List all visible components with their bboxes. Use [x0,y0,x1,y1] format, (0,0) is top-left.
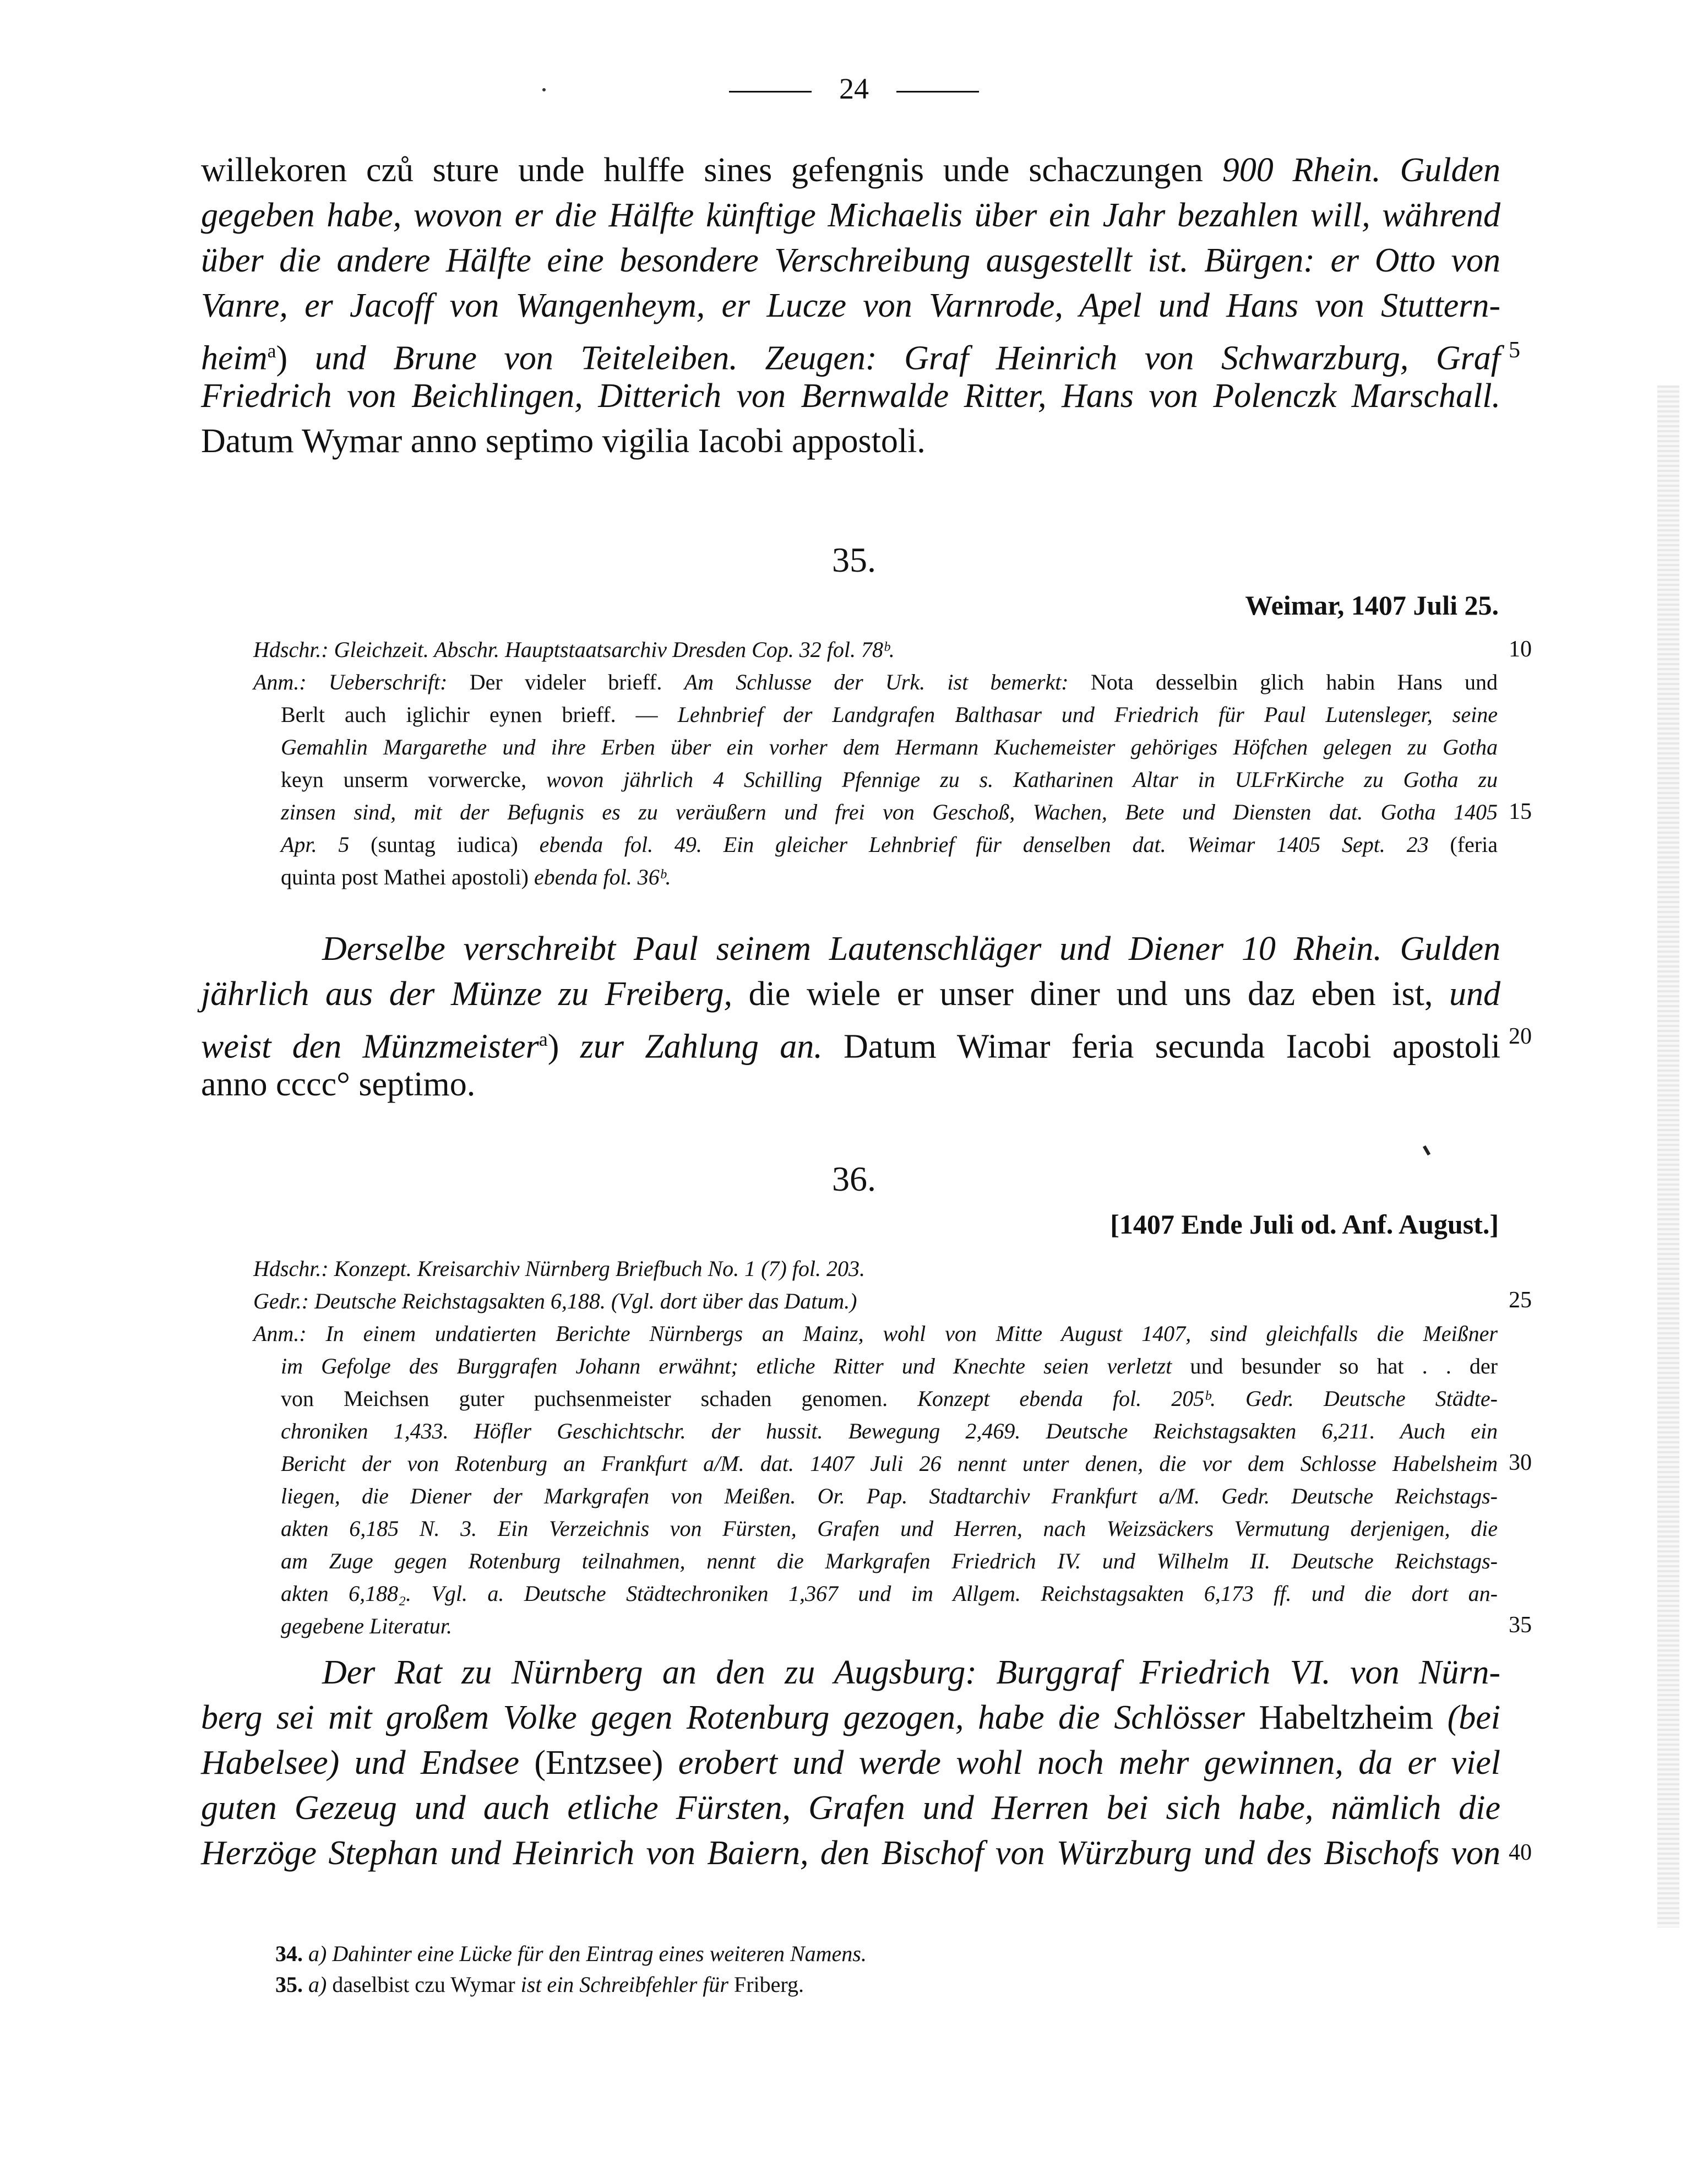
entry-36-number: 36. [832,1159,876,1198]
note-line: liegen, die Diener der Markgrafen von Meißen. Or. Pap. Stadtarchiv Frankfurt a/M. Gedr. Deutsche Reichstags- [281,1484,1498,1508]
page-number: 24 [839,72,869,105]
line-number: 40 [1509,1840,1532,1865]
note-line: am Zuge gegen Rotenburg teilnahmen, nennt die Markgrafen Friedrich IV. und Wilhelm II. Deutsche Reichstags- [281,1549,1498,1573]
note-line: chroniken 1,433. Höfler Geschichtschr. der hussit. Bewegung 2,469. Deutsche Reichstagsakten 6,211. Auch ein [281,1419,1498,1443]
note-line: von Meichsen guter puchsenmeister schaden genomen. Konzept ebenda fol. 205ᵇ. Gedr. Deutsche Städte- [281,1386,1498,1411]
line-number: 10 [1509,637,1532,662]
text-line: Derselbe verschreibt Paul seinem Lautenschläger und Diener 10 Rhein. Gulden [322,930,1500,968]
footnote-35: 35. a) daselbist czu Wymar ist ein Schreibfehler für Friberg. [275,1972,804,1997]
text-line: anno cccc° septimo. [201,1066,476,1103]
note-line: Gemahlin Margarethe und ihre Erben über ein vorher dem Hermann Kuchemeister gehöriges Höfchen gelegen zu Gotha [281,735,1498,759]
text-italic: 900 Rhein. Gulden [1222,151,1500,189]
text-line [201,148,1500,193]
footnotes [275,1938,1487,2000]
note-line: akten 6,188₂. Vgl. a. Deutsche Städtechroniken 1,367 und im Allgem. Reichstagsakten 6,173 ff. und die dort an- [281,1581,1498,1606]
note-line: Berlt auch iglichir eynen brieff. — Lehnbrief der Landgrafen Balthasar und Friedrich für Paul Lutensleger, seine [281,702,1498,727]
text-line: Der Rat zu Nürnberg an den zu Augsburg: Burggraf Friedrich VI. von Nürn- [322,1654,1500,1691]
note-line: keyn unserm vorwercke, wovon jährlich 4 Schilling Pfennige zu s. Katharinen Altar in ULFrKirche zu Gotha zu [281,767,1498,792]
entry-36-dateline: [1407 Ende Juli od. Anf. August.] [1110,1209,1499,1240]
entry-35-text [201,926,1500,1107]
line-number: 20 [1509,1024,1532,1049]
text-line: Habelsee) und Endsee (Entzsee) erobert und werde wohl noch mehr gewinnen, da er viel [201,1744,1500,1782]
footnote-34: 34. a) Dahinter eine Lücke für den Eintrag eines weiteren Namens. [275,1941,867,1966]
text-line: berg sei mit großem Volke gegen Rotenburg gezogen, habe die Schlösser Habeltzheim (bei [201,1699,1500,1736]
entry-35-notes [253,633,1498,893]
note-line: Hdschr.: Konzept. Kreisarchiv Nürnberg Briefbuch No. 1 (7) fol. 203. [253,1256,866,1281]
text-line: Vanre, er Jacoff von Wangenheym, er Lucze von Varnrode, Apel und Hans von Stuttern- [201,287,1500,324]
note-line: im Gefolge des Burggrafen Johann erwähnt; etliche Ritter und Knechte seien verletzt und besunder so hat . . der [281,1354,1498,1378]
line-number: 15 [1509,799,1532,824]
entry-34-text [201,148,1500,464]
note-line: Bericht der von Rotenburg an Frankfurt a/M. dat. 1407 Juli 26 nennt unter denen, die vor dem Schlosse Habelsheim [281,1451,1498,1476]
entry-36-text [201,1650,1500,1876]
entry-36-notes [253,1252,1498,1642]
text-line: heim$^a$) und Brune von Teiteleiben. Zeugen: Graf Heinrich von Schwarzburg, Graf [201,339,1500,377]
entry-35-dateline: Weimar, 1407 Juli 25. [1245,590,1499,621]
note-line: quinta post Mathei apostoli) ebenda fol. 36ᵇ. [281,865,671,889]
text-line: über die andere Hälfte eine besondere Verschreibung ausgestellt ist. Bürgen: er Otto von [201,242,1500,279]
text-line: jährlich aus der Münze zu Freiberg, die wiele er unser diner und uns daz eben ist, und [201,975,1500,1013]
scan-mark [1423,1145,1430,1156]
text-line: Datum Wymar anno septimo vigilia Iacobi appostoli. [201,422,926,460]
text-line: gegeben habe, wovon er die Hälfte künftige Michaelis über ein Jahr bezahlen will, während [201,197,1500,234]
text-line: guten Gezeug und auch etliche Fürsten, Grafen und Herren bei sich habe, nämlich die [201,1789,1500,1827]
text-line: Herzöge Stephan und Heinrich von Baiern, den Bischof von Würzburg und des Bischofs von [201,1834,1500,1872]
note-line: Hdschr.: Gleichzeit. Abschr. Hauptstaatsarchiv Dresden Cop. 32 fol. 78ᵇ. [253,637,895,662]
text-line: Friedrich von Beichlingen, Ditterich von Bernwalde Ritter, Hans von Polenczk Marschall. [201,377,1500,415]
note-line: Anm.: Ueberschrift: Der videler brieff. Am Schlusse der Urk. ist bemerkt: Nota desselbin glich habin Hans und [253,670,1498,694]
line-number: 25 [1509,1288,1532,1313]
note-line: gegebene Literatur. [281,1614,453,1638]
page-header [0,72,1708,106]
note-line: akten 6,185 N. 3. Ein Verzeichnis von Fürsten, Grafen und Herren, nach Weizsäckers Vermutung derjenigen, die [281,1516,1498,1541]
text-line: weist den Münzmeister$^a$) zur Zahlung an. Datum Wimar feria secunda Iacobi apostoli [201,1028,1501,1066]
entry-35-number: 35. [832,540,876,579]
line-number: 5 [1509,338,1520,363]
scan-edge-texture [1657,385,1679,1927]
note-line: zinsen sind, mit der Befugnis es zu veräußern und frei von Geschoß, Wachen, Bete und Diensten dat. Gotha 1405 [281,800,1498,824]
line-number: 35 [1509,1612,1532,1638]
note-line: Gedr.: Deutsche Reichstagsakten 6,188. (Vgl. dort über das Datum.) [253,1289,857,1313]
line-number: 30 [1509,1450,1532,1475]
header-rule-left [729,91,812,93]
note-line: Apr. 5 (suntag iudica) ebenda fol. 49. Ein gleicher Lehnbrief für denselben dat. Weimar 1405 Sept. 23 (feria [281,832,1498,857]
header-rule-right [896,91,979,93]
text-upright: willekoren czů sture unde hulffe sines gefengnis unde schaczungen [201,151,1222,189]
note-line: Anm.: In einem undatierten Berichte Nürnbergs an Mainz, wohl von Mitte August 1407, sind gleichfalls die Meißner [253,1321,1498,1346]
